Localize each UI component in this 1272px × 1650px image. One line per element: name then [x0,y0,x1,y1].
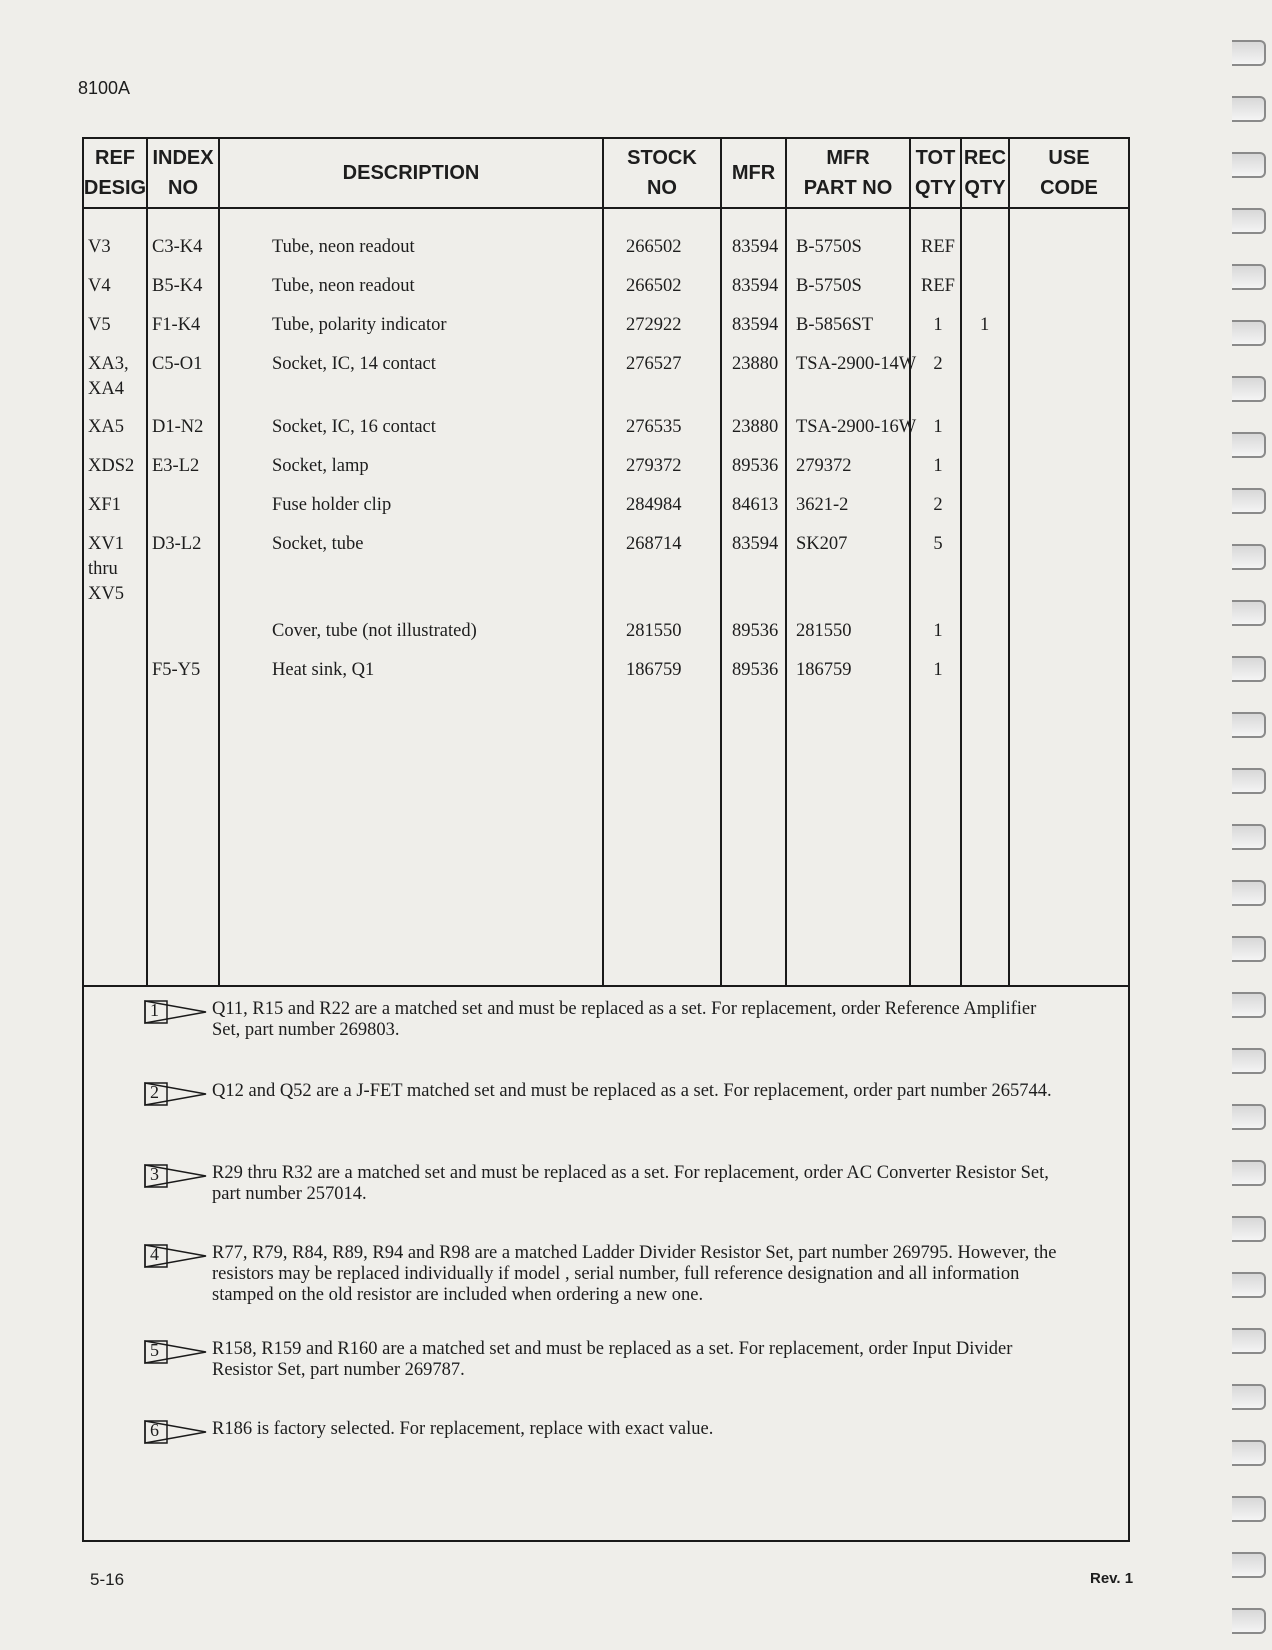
note-text: R186 is factory selected. For replacement, replace with exact value. [212,1419,714,1439]
parts-list-table [82,137,1130,1542]
binding-ring [1232,208,1266,234]
note-number: 3 [150,1164,159,1184]
cell-description: Fuse holder clip [272,495,392,515]
cell-index-no: C3-K4 [152,237,203,257]
binding-ring [1232,544,1266,570]
cell-mfr: 83594 [732,315,779,335]
page-model-header: 8100A [78,78,131,98]
cell-stock-no: 268714 [626,534,682,554]
cell-mfr-part-no: 279372 [796,456,852,476]
cell-mfr: 83594 [732,237,779,257]
cell-mfr: 23880 [732,354,779,374]
cell-description: Tube, polarity indicator [272,315,447,335]
binding-ring [1232,432,1266,458]
cell-stock-no: 272922 [626,315,682,335]
cell-mfr-part-no: 3621-2 [796,495,849,515]
binding-ring [1232,1104,1266,1130]
cell-description: Tube, neon readout [272,237,415,257]
binding-ring [1232,1272,1266,1298]
binding-ring [1232,1216,1266,1242]
binding-ring [1232,992,1266,1018]
note-text: R29 thru R32 are a matched set and must be replaced as a set. For replacement, order AC Converter Resistor Set, part number 257014. [212,1163,1049,1204]
cell-mfr: 84613 [732,495,779,515]
cell-tot-qty: 2 [933,495,943,515]
col-header-mfr: MFR [731,162,776,184]
cell-ref-desig: XA5 [88,417,124,437]
binding-ring [1232,1160,1266,1186]
cell-tot-qty: 1 [933,660,943,680]
col-header-use-code: USE CODE [1040,147,1098,199]
cell-index-no: F5-Y5 [152,660,201,680]
binding-ring [1232,320,1266,346]
cell-description: Heat sink, Q1 [272,660,375,680]
spiral-binding [1232,0,1272,1650]
cell-mfr-part-no: B-5750S [796,237,862,257]
cell-index-no: D1-N2 [152,417,204,437]
cell-tot-qty: REF [921,237,955,257]
cell-mfr: 89536 [732,660,779,680]
cell-mfr-part-no: TSA-2900-14W [796,354,917,374]
cell-tot-qty: 1 [933,621,943,641]
cell-description: Socket, IC, 14 contact [272,354,436,374]
binding-ring [1232,1496,1266,1522]
binding-ring [1232,1048,1266,1074]
binding-ring [1232,1328,1266,1354]
cell-mfr-part-no: SK207 [796,534,848,554]
cell-mfr: 83594 [732,276,779,296]
cell-index-no: C5-O1 [152,354,203,374]
cell-mfr: 89536 [732,621,779,641]
note-text: R158, R159 and R160 are a matched set and must be replaced as a set. For replacement, order Input Divider Resistor Set, part number 269787. [212,1339,1013,1380]
col-header-description: DESCRIPTION [342,162,480,184]
cell-stock-no: 276527 [626,354,682,374]
cell-tot-qty: 5 [933,534,943,554]
cell-ref-desig: XV1 thru XV5 [88,534,124,604]
note-text: Q11, R15 and R22 are a matched set and must be replaced as a set. For replacement, order Reference Amplifier Set, part number 269803. [212,999,1037,1040]
binding-ring [1232,264,1266,290]
cell-description: Tube, neon readout [272,276,415,296]
cell-mfr: 83594 [732,534,779,554]
col-header-mfr-part-no: MFR PART NO [803,147,893,199]
binding-ring [1232,376,1266,402]
cell-ref-desig: V5 [88,315,111,335]
cell-stock-no: 266502 [626,237,682,257]
cell-tot-qty: 2 [933,354,943,374]
cell-description: Socket, lamp [272,456,369,476]
binding-ring [1232,712,1266,738]
binding-ring [1232,824,1266,850]
binding-ring [1232,880,1266,906]
cell-mfr-part-no: TSA-2900-16W [796,417,917,437]
note-number: 4 [150,1244,159,1264]
col-header-tot-qty: TOT QTY [914,147,957,199]
binding-ring [1232,1440,1266,1466]
cell-mfr: 23880 [732,417,779,437]
binding-ring [1232,1384,1266,1410]
note-text: R77, R79, R84, R89, R94 and R98 are a matched Ladder Divider Resistor Set, part number 269795. However, the resistors may be replaced individually if model , serial number, full reference designation and all information stamped on the old resistor are included when ordering a new one. [212,1243,1057,1305]
note-number: 1 [150,1000,159,1020]
cell-stock-no: 284984 [626,495,682,515]
cell-mfr-part-no: 186759 [796,660,852,680]
binding-ring [1232,656,1266,682]
note-number: 2 [150,1082,159,1102]
cell-stock-no: 266502 [626,276,682,296]
cell-mfr-part-no: B-5856ST [796,315,874,335]
cell-mfr: 89536 [732,456,779,476]
cell-ref-desig: XA3, XA4 [88,354,129,399]
cell-index-no: E3-L2 [152,456,200,476]
binding-ring [1232,152,1266,178]
cell-index-no: B5-K4 [152,276,203,296]
cell-stock-no: 281550 [626,621,682,641]
note-number: 5 [150,1340,159,1360]
binding-ring [1232,96,1266,122]
revision-label: Rev. 1 [1090,1570,1134,1587]
cell-tot-qty: 1 [933,456,943,476]
cell-description: Socket, tube [272,534,364,554]
note-number: 6 [150,1420,159,1440]
col-header-index-no: INDEX NO [152,147,214,199]
binding-ring [1232,488,1266,514]
cell-ref-desig: XF1 [88,495,121,515]
col-header-stock-no: STOCK NO [627,147,697,199]
cell-description: Cover, tube (not illustrated) [272,621,477,641]
cell-mfr-part-no: 281550 [796,621,852,641]
col-header-ref-desig: REF DESIG [83,147,147,199]
cell-tot-qty: 1 [933,417,943,437]
binding-ring [1232,936,1266,962]
note-text: Q12 and Q52 are a J-FET matched set and must be replaced as a set. For replacement, order part number 265744. [212,1081,1052,1101]
cell-stock-no: 186759 [626,660,682,680]
cell-stock-no: 276535 [626,417,682,437]
cell-mfr-part-no: B-5750S [796,276,862,296]
cell-tot-qty: 1 [933,315,943,335]
binding-ring [1232,40,1266,66]
binding-ring [1232,1552,1266,1578]
cell-stock-no: 279372 [626,456,682,476]
cell-ref-desig: V4 [88,276,111,296]
cell-ref-desig: V3 [88,237,111,257]
binding-ring [1232,1608,1266,1634]
binding-ring [1232,768,1266,794]
col-header-rec-qty: REC QTY [963,147,1007,199]
cell-index-no: F1-K4 [152,315,201,335]
binding-ring [1232,600,1266,626]
cell-rec-qty: 1 [980,315,990,335]
cell-description: Socket, IC, 16 contact [272,417,436,437]
page-number: 5-16 [90,1570,125,1589]
cell-ref-desig: XDS2 [88,456,135,476]
cell-index-no: D3-L2 [152,534,202,554]
cell-tot-qty: REF [921,276,955,296]
